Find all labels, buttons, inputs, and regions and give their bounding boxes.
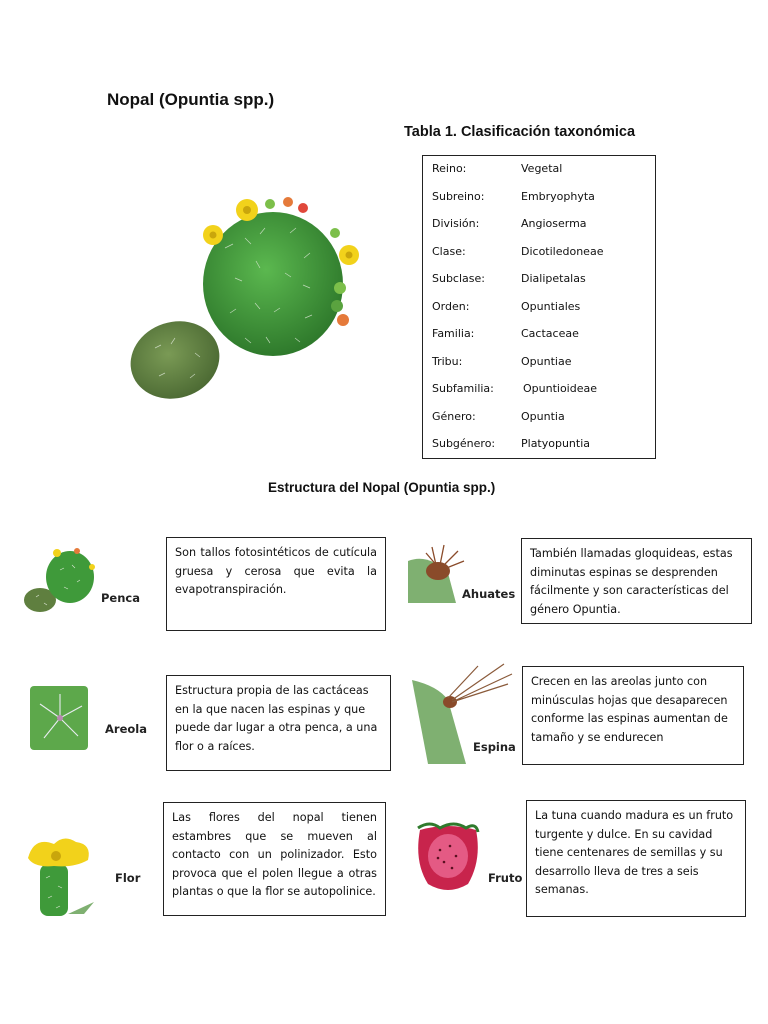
taxonomy-key: Subreino: — [432, 189, 485, 203]
table-row — [423, 217, 655, 237]
taxonomy-key: Género: — [432, 409, 476, 423]
structure-title: Estructura del Nopal (Opuntia spp.) — [268, 480, 496, 495]
structure-description: Son tallos fotosintéticos de cutícula gruesa y cerosa que evita la evapotranspiración. — [166, 537, 386, 631]
taxonomy-key: Subgénero: — [432, 437, 496, 450]
table-row — [423, 410, 655, 430]
table-row — [423, 300, 655, 320]
taxonomy-key: Tribu: — [432, 354, 463, 368]
taxonomy-value: Embryophyta — [521, 189, 595, 203]
taxonomy-value: Angioserma — [521, 217, 587, 230]
taxonomy-value: Vegetal — [521, 162, 563, 175]
taxonomy-key: División: — [432, 217, 480, 230]
table-row — [423, 190, 655, 210]
structure-label: Espina — [473, 740, 516, 754]
ahuates-icon — [408, 543, 470, 605]
structure-description: También llamadas gloquideas, estas diminutas espinas se desprenden fácilmente y son características del género Opuntia. — [521, 538, 752, 624]
page-title: Nopal (Opuntia spp.) — [107, 90, 275, 109]
penca-icon — [22, 545, 97, 615]
taxonomy-value: Platyopuntia — [521, 437, 591, 450]
structure-description: Crecen en las areolas junto con minúsculas hojas que desaparecen conforme las espinas aumentan de tamaño y se endurecen — [522, 666, 744, 765]
structure-label: Flor — [115, 871, 141, 885]
flor-icon — [24, 834, 94, 916]
table-row — [423, 162, 655, 182]
taxonomy-value: Opuntiae — [521, 354, 572, 368]
taxonomy-value: Cactaceae — [521, 327, 579, 340]
table-row — [423, 272, 655, 292]
table-title: Tabla 1. Clasificación taxonómica — [404, 124, 636, 140]
taxonomy-value: Dialipetalas — [521, 272, 586, 285]
table-row — [423, 382, 655, 402]
taxonomy-key: Reino: — [432, 162, 467, 175]
table-row — [423, 437, 655, 457]
structure-label: Ahuates — [462, 587, 516, 601]
structure-label: Fruto — [488, 871, 523, 885]
taxonomy-value: Dicotiledoneae — [521, 244, 604, 258]
taxonomy-key: Orden: — [432, 299, 470, 313]
fruto-icon — [410, 822, 486, 898]
taxonomy-value: Opuntioideae — [523, 382, 597, 395]
taxonomy-key: Subclase: — [432, 272, 485, 285]
table-row — [423, 327, 655, 347]
structure-description: Las flores del nopal tienen estambres que se mueven al contacto con un polinizador. Esto provoca que el polen llegue a otras plantas o que la flor se autopolinice. — [163, 802, 386, 916]
structure-label: Penca — [101, 591, 140, 605]
areola-icon — [30, 686, 88, 750]
structure-description: Estructura propia de las cactáceas en la que nacen las espinas y que puede dar lugar a otra penca, a una flor o a raíces. — [166, 675, 391, 771]
structure-description: La tuna cuando madura es un fruto turgente y dulce. En su cavidad tiene centenares de semillas y su desarrollo lleva de tres a seis semanas. — [526, 800, 746, 917]
taxonomy-key: Clase: — [432, 244, 466, 258]
taxonomy-value: Opuntia — [521, 409, 565, 423]
table-row — [423, 355, 655, 375]
taxonomy-key: Familia: — [432, 327, 475, 340]
table-row — [423, 245, 655, 265]
nopal-illustration-icon — [125, 188, 365, 403]
taxonomy-table — [422, 155, 656, 459]
taxonomy-key: Subfamilia: — [432, 382, 494, 395]
taxonomy-value: Opuntiales — [521, 299, 581, 313]
structure-label: Areola — [105, 722, 147, 736]
